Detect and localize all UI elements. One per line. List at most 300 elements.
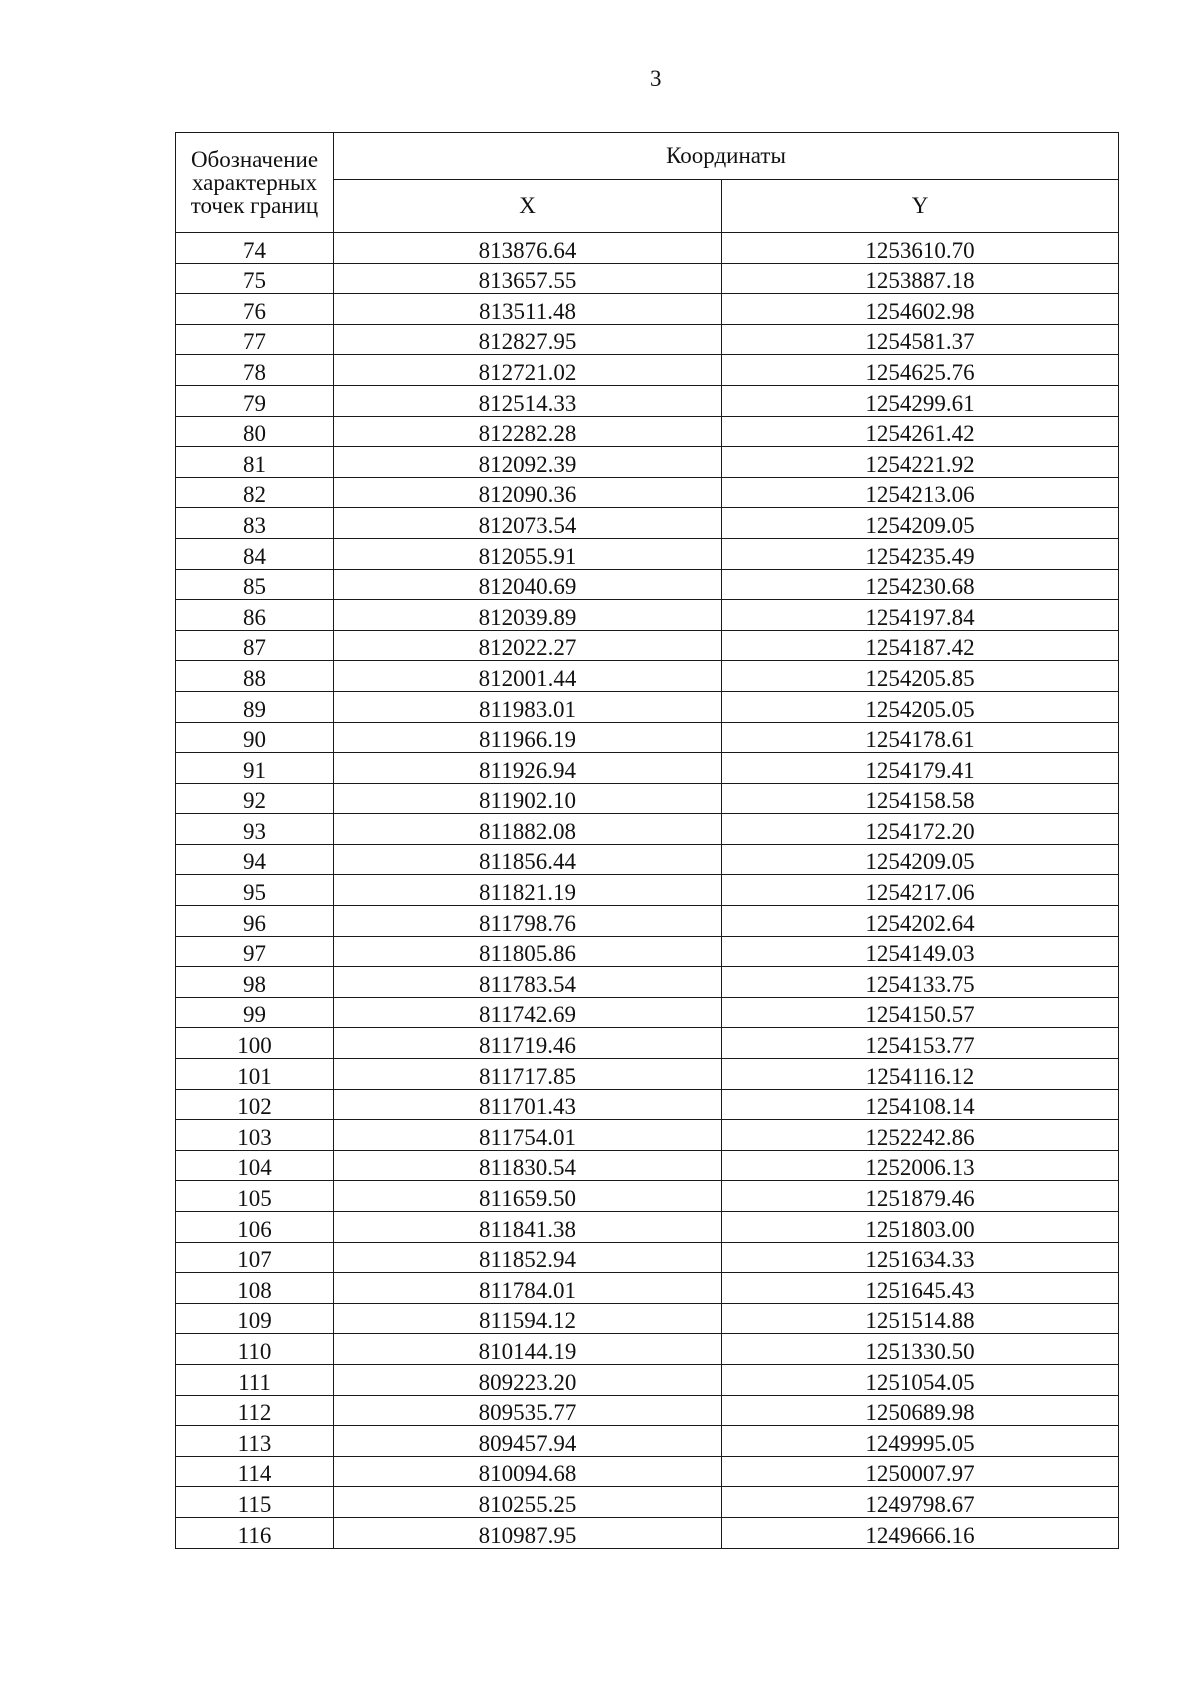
x-coordinate-text: 812514.33 <box>478 390 577 416</box>
y-coordinate-text: 1254221.92 <box>865 451 975 477</box>
point-number-cell <box>176 416 334 447</box>
y-coordinate-cell <box>722 355 1119 386</box>
x-coordinate-text: 811856.44 <box>479 849 576 875</box>
point-number-text: 110 <box>237 1338 272 1364</box>
point-number-text: 103 <box>237 1124 272 1150</box>
point-number-cell <box>176 1456 334 1487</box>
table-row <box>176 722 1119 753</box>
table-row <box>176 1181 1119 1212</box>
x-coordinate-text: 812040.69 <box>478 574 577 600</box>
point-number-text: 87 <box>243 635 266 661</box>
coordinates-table <box>175 132 1119 1549</box>
point-number-text: 77 <box>243 329 266 355</box>
x-coordinate-cell <box>334 508 722 539</box>
y-coordinate-cell <box>722 1028 1119 1059</box>
y-coordinate-text: 1250007.97 <box>865 1461 975 1487</box>
x-coordinate-cell <box>334 1212 722 1243</box>
x-coordinate-cell <box>334 477 722 508</box>
table-row <box>176 1426 1119 1457</box>
y-coordinate-text: 1254217.06 <box>865 880 975 906</box>
point-number-text: 108 <box>237 1277 272 1303</box>
x-coordinate-cell <box>334 1059 722 1090</box>
y-coordinate-cell <box>722 538 1119 569</box>
x-coordinate-text: 812039.89 <box>478 604 577 630</box>
point-number-text: 105 <box>237 1186 272 1211</box>
x-coordinate-cell <box>334 294 722 325</box>
y-coordinate-text: 1251879.46 <box>865 1186 975 1211</box>
y-coordinate-text: 1252006.13 <box>865 1155 975 1181</box>
point-number-cell <box>176 233 334 264</box>
x-coordinate-cell <box>334 233 722 264</box>
y-coordinate-text: 1254625.76 <box>865 359 975 385</box>
y-coordinate-text: 1251803.00 <box>865 1216 975 1242</box>
x-coordinate-cell <box>334 630 722 661</box>
x-coordinate-text: 813511.48 <box>479 298 576 324</box>
x-coordinate-text: 810255.25 <box>478 1491 577 1517</box>
point-number-cell <box>176 1334 334 1365</box>
point-number-text: 91 <box>243 757 266 783</box>
x-coordinate-cell <box>334 324 722 355</box>
point-number-text: 80 <box>243 421 266 447</box>
table-row <box>176 416 1119 447</box>
x-coordinate-cell <box>334 1273 722 1304</box>
y-coordinate-cell <box>722 569 1119 600</box>
point-number-text: 111 <box>238 1369 271 1395</box>
y-coordinate-cell <box>722 722 1119 753</box>
y-coordinate-cell <box>722 324 1119 355</box>
y-coordinate-text: 1254178.61 <box>865 727 975 753</box>
point-number-cell <box>176 447 334 478</box>
point-number-cell <box>176 1028 334 1059</box>
point-number-cell <box>176 294 334 325</box>
table-row <box>176 630 1119 661</box>
y-coordinate-cell <box>722 1059 1119 1090</box>
point-number-text: 85 <box>243 574 266 600</box>
y-coordinate-text: 1254581.37 <box>865 329 975 355</box>
table-row <box>176 1059 1119 1090</box>
y-coordinate-cell <box>722 1273 1119 1304</box>
point-number-cell <box>176 691 334 722</box>
x-coordinate-cell <box>334 1426 722 1457</box>
x-coordinate-cell <box>334 814 722 845</box>
x-coordinate-cell <box>334 1517 722 1548</box>
y-coordinate-cell <box>722 385 1119 416</box>
x-coordinate-cell <box>334 447 722 478</box>
x-coordinate-text: 813876.64 <box>478 237 577 263</box>
table-row <box>176 691 1119 722</box>
y-coordinate-text: 1254209.05 <box>865 849 975 875</box>
x-coordinate-cell <box>334 1395 722 1426</box>
y-coordinate-cell <box>722 1395 1119 1426</box>
table-row <box>176 875 1119 906</box>
x-coordinate-cell <box>334 997 722 1028</box>
table-row <box>176 1364 1119 1395</box>
x-coordinate-cell <box>334 1487 722 1518</box>
x-coordinate-cell <box>334 753 722 784</box>
x-coordinate-text: 812721.02 <box>478 359 577 385</box>
table-row <box>176 997 1119 1028</box>
point-number-cell <box>176 1364 334 1395</box>
table-row <box>176 447 1119 478</box>
y-coordinate-text: 1254209.05 <box>865 512 975 538</box>
x-coordinate-cell <box>334 355 722 386</box>
point-number-text: 89 <box>243 696 266 722</box>
x-coordinate-text: 811717.85 <box>479 1063 576 1089</box>
point-number-cell <box>176 324 334 355</box>
table-row <box>176 1517 1119 1548</box>
y-coordinate-text: 1254213.06 <box>865 482 975 508</box>
x-coordinate-cell <box>334 600 722 631</box>
y-coordinate-text: 1254202.64 <box>865 910 975 936</box>
table-row <box>176 355 1119 386</box>
point-number-text: 114 <box>237 1461 272 1487</box>
y-coordinate-text: 1254172.20 <box>865 818 975 844</box>
x-coordinate-text: 811821.19 <box>479 880 576 906</box>
x-coordinate-cell <box>334 936 722 967</box>
table-row <box>176 477 1119 508</box>
y-coordinate-text: 1254187.42 <box>865 635 975 661</box>
point-number-text: 94 <box>243 849 266 875</box>
table-row <box>176 569 1119 600</box>
table-row <box>176 324 1119 355</box>
x-coordinate-cell <box>334 569 722 600</box>
y-coordinate-text: 1254197.84 <box>865 604 975 630</box>
y-coordinate-cell <box>722 1487 1119 1518</box>
point-number-text: 104 <box>237 1155 272 1181</box>
point-number-cell <box>176 936 334 967</box>
y-coordinate-cell <box>722 1242 1119 1273</box>
y-coordinate-text: 1249995.05 <box>865 1430 975 1456</box>
point-number-cell <box>176 1150 334 1181</box>
table-row <box>176 1395 1119 1426</box>
point-number-cell <box>176 1395 334 1426</box>
point-number-cell <box>176 385 334 416</box>
y-coordinate-cell <box>722 1334 1119 1365</box>
point-number-text: 107 <box>237 1247 272 1273</box>
x-coordinate-text: 811742.69 <box>479 1002 576 1028</box>
point-number-text: 78 <box>243 359 266 385</box>
x-coordinate-cell <box>334 416 722 447</box>
point-number-cell <box>176 355 334 386</box>
y-coordinate-cell <box>722 1456 1119 1487</box>
y-coordinate-text: 1254108.14 <box>865 1094 975 1120</box>
y-coordinate-cell <box>722 844 1119 875</box>
table-row <box>176 1487 1119 1518</box>
y-coordinate-text: 1254205.05 <box>865 696 975 722</box>
point-number-cell <box>176 1212 334 1243</box>
point-number-cell <box>176 600 334 631</box>
table-row <box>176 385 1119 416</box>
y-coordinate-text: 1252242.86 <box>865 1124 975 1150</box>
point-number-text: 90 <box>243 727 266 753</box>
y-coordinate-text: 1251645.43 <box>865 1277 975 1303</box>
point-number-text: 76 <box>243 298 266 324</box>
y-coordinate-text: 1254116.12 <box>865 1063 975 1089</box>
table-row <box>176 294 1119 325</box>
table-row <box>176 906 1119 937</box>
point-number-text: 95 <box>243 880 266 906</box>
point-number-cell <box>176 1059 334 1090</box>
y-coordinate-cell <box>722 1120 1119 1151</box>
y-coordinate-cell <box>722 1426 1119 1457</box>
point-number-cell <box>176 997 334 1028</box>
point-number-cell <box>176 967 334 998</box>
x-coordinate-text: 811594.12 <box>479 1308 576 1334</box>
point-number-cell <box>176 1487 334 1518</box>
y-coordinate-cell <box>722 814 1119 845</box>
table-row <box>176 1212 1119 1243</box>
x-coordinate-text: 811966.19 <box>479 727 576 753</box>
point-number-cell <box>176 814 334 845</box>
point-number-text: 113 <box>237 1430 272 1456</box>
point-number-cell <box>176 508 334 539</box>
y-coordinate-cell <box>722 508 1119 539</box>
y-coordinate-cell <box>722 1303 1119 1334</box>
table-row <box>176 1456 1119 1487</box>
y-coordinate-text: 1251330.50 <box>865 1338 975 1364</box>
y-coordinate-cell <box>722 783 1119 814</box>
y-coordinate-cell <box>722 875 1119 906</box>
y-coordinate-cell <box>722 753 1119 784</box>
table-row <box>176 661 1119 692</box>
x-coordinate-cell <box>334 1334 722 1365</box>
point-number-cell <box>176 875 334 906</box>
point-number-cell <box>176 1120 334 1151</box>
x-coordinate-text: 811701.43 <box>479 1094 576 1120</box>
table-row <box>176 263 1119 294</box>
y-coordinate-cell <box>722 1364 1119 1395</box>
point-number-cell <box>176 569 334 600</box>
x-coordinate-text: 811754.01 <box>479 1124 576 1150</box>
x-coordinate-text: 811902.10 <box>479 788 576 814</box>
table-row <box>176 600 1119 631</box>
point-number-cell <box>176 722 334 753</box>
x-coordinate-text: 810094.68 <box>478 1461 577 1487</box>
table-row <box>176 1120 1119 1151</box>
table-row <box>176 814 1119 845</box>
y-coordinate-text: 1254133.75 <box>865 971 975 997</box>
point-number-text: 82 <box>243 482 266 508</box>
point-number-cell <box>176 263 334 294</box>
x-coordinate-cell <box>334 1089 722 1120</box>
point-number-text: 84 <box>243 543 266 569</box>
y-coordinate-text: 1253887.18 <box>865 268 975 294</box>
x-coordinate-text: 809535.77 <box>478 1400 577 1426</box>
x-coordinate-text: 811926.94 <box>479 757 576 783</box>
y-coordinate-text: 1253610.70 <box>865 237 975 263</box>
x-coordinate-cell <box>334 1150 722 1181</box>
point-number-text: 79 <box>243 390 266 416</box>
table-row <box>176 967 1119 998</box>
table-row <box>176 936 1119 967</box>
y-coordinate-cell <box>722 447 1119 478</box>
point-number-cell <box>176 753 334 784</box>
table-row <box>176 1242 1119 1273</box>
header-coordinates: Координаты <box>334 133 1119 180</box>
x-coordinate-cell <box>334 783 722 814</box>
point-number-text: 86 <box>243 604 266 630</box>
y-coordinate-text: 1254205.85 <box>865 665 975 691</box>
x-coordinate-text: 811983.01 <box>479 696 576 722</box>
y-coordinate-text: 1251634.33 <box>865 1247 975 1273</box>
x-coordinate-cell <box>334 1303 722 1334</box>
point-number-text: 102 <box>237 1094 272 1120</box>
x-coordinate-text: 809457.94 <box>478 1430 577 1456</box>
x-coordinate-text: 811841.38 <box>479 1216 576 1242</box>
point-number-text: 100 <box>237 1033 272 1059</box>
table-body <box>176 233 1119 1549</box>
x-coordinate-text: 811830.54 <box>479 1155 576 1181</box>
point-number-cell <box>176 906 334 937</box>
point-number-text: 106 <box>237 1216 272 1242</box>
header-x: X <box>334 179 722 232</box>
x-coordinate-text: 813657.55 <box>478 268 577 294</box>
x-coordinate-cell <box>334 1181 722 1212</box>
point-number-cell <box>176 1181 334 1212</box>
x-coordinate-cell <box>334 385 722 416</box>
point-number-text: 115 <box>237 1491 272 1517</box>
y-coordinate-cell <box>722 630 1119 661</box>
point-number-text: 99 <box>243 1002 266 1028</box>
header-y: Y <box>722 179 1119 232</box>
x-coordinate-text: 810144.19 <box>478 1338 577 1364</box>
point-number-cell <box>176 538 334 569</box>
point-number-text: 74 <box>243 237 266 263</box>
y-coordinate-cell <box>722 294 1119 325</box>
y-coordinate-cell <box>722 967 1119 998</box>
point-number-text: 75 <box>243 268 266 294</box>
point-number-text: 109 <box>237 1308 272 1334</box>
point-number-cell <box>176 1303 334 1334</box>
x-coordinate-cell <box>334 1028 722 1059</box>
y-coordinate-text: 1254158.58 <box>865 788 975 814</box>
x-coordinate-cell <box>334 661 722 692</box>
table-header <box>176 133 1119 233</box>
x-coordinate-cell <box>334 722 722 753</box>
y-coordinate-text: 1254153.77 <box>865 1033 975 1059</box>
x-coordinate-text: 812827.95 <box>478 329 577 355</box>
y-coordinate-cell <box>722 1181 1119 1212</box>
y-coordinate-cell <box>722 691 1119 722</box>
x-coordinate-cell <box>334 967 722 998</box>
x-coordinate-text: 811783.54 <box>479 971 576 997</box>
point-number-text: 116 <box>237 1522 272 1548</box>
y-coordinate-cell <box>722 600 1119 631</box>
x-coordinate-text: 811852.94 <box>479 1247 576 1273</box>
x-coordinate-text: 812092.39 <box>478 451 577 477</box>
y-coordinate-cell <box>722 233 1119 264</box>
table-row <box>176 508 1119 539</box>
point-number-text: 112 <box>237 1400 272 1426</box>
point-number-cell <box>176 661 334 692</box>
point-number-text: 98 <box>243 971 266 997</box>
x-coordinate-text: 811659.50 <box>479 1186 576 1211</box>
point-number-text: 101 <box>237 1063 272 1089</box>
y-coordinate-cell <box>722 263 1119 294</box>
y-coordinate-text: 1250689.98 <box>865 1400 975 1426</box>
x-coordinate-cell <box>334 538 722 569</box>
y-coordinate-cell <box>722 1212 1119 1243</box>
table-row <box>176 1028 1119 1059</box>
table-row <box>176 844 1119 875</box>
y-coordinate-text: 1254230.68 <box>865 574 975 600</box>
y-coordinate-cell <box>722 477 1119 508</box>
y-coordinate-text: 1249666.16 <box>865 1522 975 1548</box>
point-number-cell <box>176 477 334 508</box>
y-coordinate-text: 1254150.57 <box>865 1002 975 1028</box>
point-number-cell <box>176 1089 334 1120</box>
table-row <box>176 1089 1119 1120</box>
y-coordinate-cell <box>722 1517 1119 1548</box>
x-coordinate-text: 811798.76 <box>479 910 576 936</box>
y-coordinate-cell <box>722 997 1119 1028</box>
x-coordinate-text: 811882.08 <box>479 818 576 844</box>
x-coordinate-text: 811805.86 <box>479 941 576 967</box>
x-coordinate-text: 811719.46 <box>479 1033 576 1059</box>
point-number-text: 97 <box>243 941 266 967</box>
y-coordinate-cell <box>722 1089 1119 1120</box>
x-coordinate-text: 812282.28 <box>478 421 577 447</box>
table-row <box>176 233 1119 264</box>
x-coordinate-text: 811784.01 <box>479 1277 576 1303</box>
x-coordinate-text: 812073.54 <box>478 512 577 538</box>
point-number-cell <box>176 783 334 814</box>
x-coordinate-cell <box>334 1242 722 1273</box>
x-coordinate-text: 812055.91 <box>478 543 577 569</box>
x-coordinate-text: 812090.36 <box>478 482 577 508</box>
table-row <box>176 783 1119 814</box>
table-row <box>176 1303 1119 1334</box>
x-coordinate-cell <box>334 1456 722 1487</box>
x-coordinate-cell <box>334 691 722 722</box>
x-coordinate-cell <box>334 875 722 906</box>
y-coordinate-cell <box>722 936 1119 967</box>
x-coordinate-text: 810987.95 <box>478 1522 577 1548</box>
x-coordinate-cell <box>334 1120 722 1151</box>
y-coordinate-text: 1251054.05 <box>865 1369 975 1395</box>
table-row <box>176 753 1119 784</box>
point-number-text: 92 <box>243 788 266 814</box>
x-coordinate-cell <box>334 844 722 875</box>
point-number-text: 81 <box>243 451 266 477</box>
x-coordinate-text: 809223.20 <box>478 1369 577 1395</box>
y-coordinate-text: 1254149.03 <box>865 941 975 967</box>
table-row <box>176 538 1119 569</box>
point-number-text: 93 <box>243 818 266 844</box>
point-number-text: 96 <box>243 910 266 936</box>
x-coordinate-cell <box>334 263 722 294</box>
y-coordinate-text: 1254179.41 <box>865 757 975 783</box>
point-number-text: 88 <box>243 665 266 691</box>
point-number-cell <box>176 630 334 661</box>
point-number-cell <box>176 1273 334 1304</box>
point-number-cell <box>176 1517 334 1548</box>
y-coordinate-text: 1254602.98 <box>865 298 975 324</box>
header-point-designation: Обозначение характерных точек границ <box>176 133 334 233</box>
x-coordinate-cell <box>334 1364 722 1395</box>
table-row <box>176 1334 1119 1365</box>
point-number-text: 83 <box>243 512 266 538</box>
y-coordinate-cell <box>722 416 1119 447</box>
x-coordinate-text: 812022.27 <box>478 635 577 661</box>
y-coordinate-cell <box>722 661 1119 692</box>
x-coordinate-cell <box>334 906 722 937</box>
y-coordinate-text: 1254299.61 <box>865 390 975 416</box>
table-row <box>176 1273 1119 1304</box>
point-number-cell <box>176 844 334 875</box>
point-number-cell <box>176 1426 334 1457</box>
point-number-cell <box>176 1242 334 1273</box>
